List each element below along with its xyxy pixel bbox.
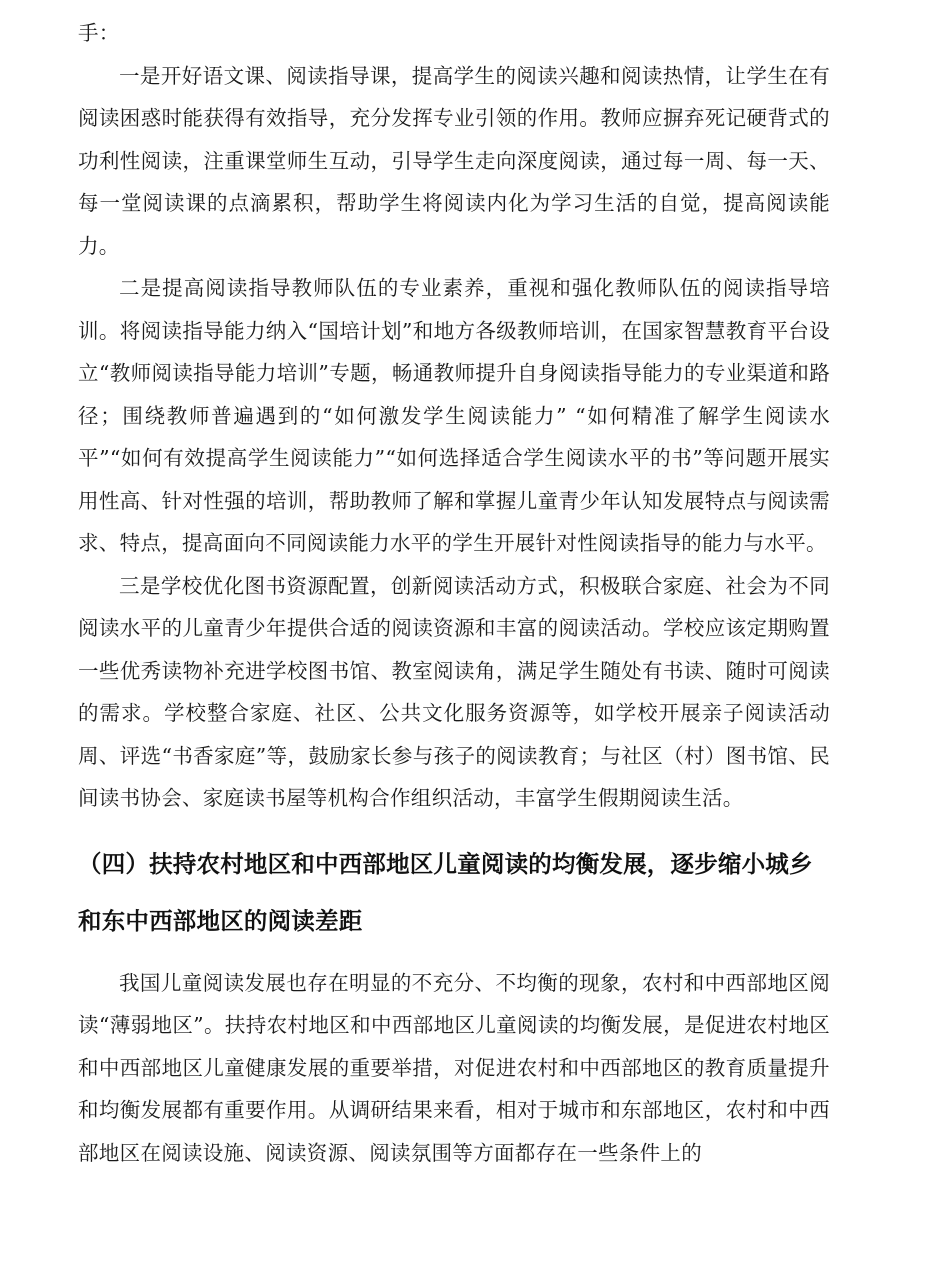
paragraph-three: 三是学校优化图书资源配置，创新阅读活动方式，积极联合家庭、社会为不同阅读水平的儿童青少年提供合适的阅读资源和丰富的阅读活动。学校应该定期购置一些优秀读物补充进学校图书馆、教室阅读角，满足学生随处有书读、随时可阅读的需求。学校整合家庭、社区、公共文化服务资源等，如学校开展亲子阅读活动周、评选“书香家庭”等，鼓励家长参与孩子的阅读教育；与社区（村）图书馆、民间读书协会、家庭读书屋等机构合作组织活动，丰富学生假期阅读生活。 <box>78 573 830 810</box>
section-heading: （四）扶持农村地区和中西部地区儿童阅读的均衡发展，逐步缩小城乡和东中西部地区的阅读差距 <box>78 849 813 935</box>
continuation-text: 手： <box>78 21 120 45</box>
paragraph-two: 二是提高阅读指导教师队伍的专业素养，重视和强化教师队伍的阅读指导培训。将阅读指导能力纳入“国培计划”和地方各级教师培训，在国家智慧教育平台设立“教师阅读指导能力培训”专题，畅通教师提升自身阅读指导能力的专业渠道和路径；围绕教师普遍遇到的“如何激发学生阅读能力” “如何精准了解学生阅读水平”“如何有效提高学生阅读能力”“如何选择适合学生阅读水平的书”等问题开展实用性高、针对性强的培训，帮助教师了解和掌握儿童青少年认知发展特点与阅读需求、特点，提高面向不同阅读能力水平的学生开展针对性阅读指导的能力与水平。 <box>78 276 830 555</box>
paragraph-one: 一是开好语文课、阅读指导课，提高学生的阅读兴趣和阅读热情，让学生在有阅读困惑时能获得有效指导，充分发挥专业引领的作用。教师应摒弃死记硬背式的功利性阅读，注重课堂师生互动，引导学生走向深度阅读，通过每一周、每一天、每一堂阅读课的点滴累积，帮助学生将阅读内化为学习生活的自觉，提高阅读能力。 <box>78 63 830 258</box>
document-page <box>78 12 830 1174</box>
paragraph-four: 我国儿童阅读发展也存在明显的不充分、不均衡的现象，农村和中西部地区阅读“薄弱地区”。扶持农村地区和中西部地区儿童阅读的均衡发展，是促进农村地区和中西部地区儿童健康发展的重要举措，对促进农村和中西部地区的教育质量提升和均衡发展都有重要作用。从调研结果来看，相对于城市和东部地区，农村和中西部地区在阅读设施、阅读资源、阅读氛围等方面都存在一些条件上的 <box>78 970 830 1165</box>
